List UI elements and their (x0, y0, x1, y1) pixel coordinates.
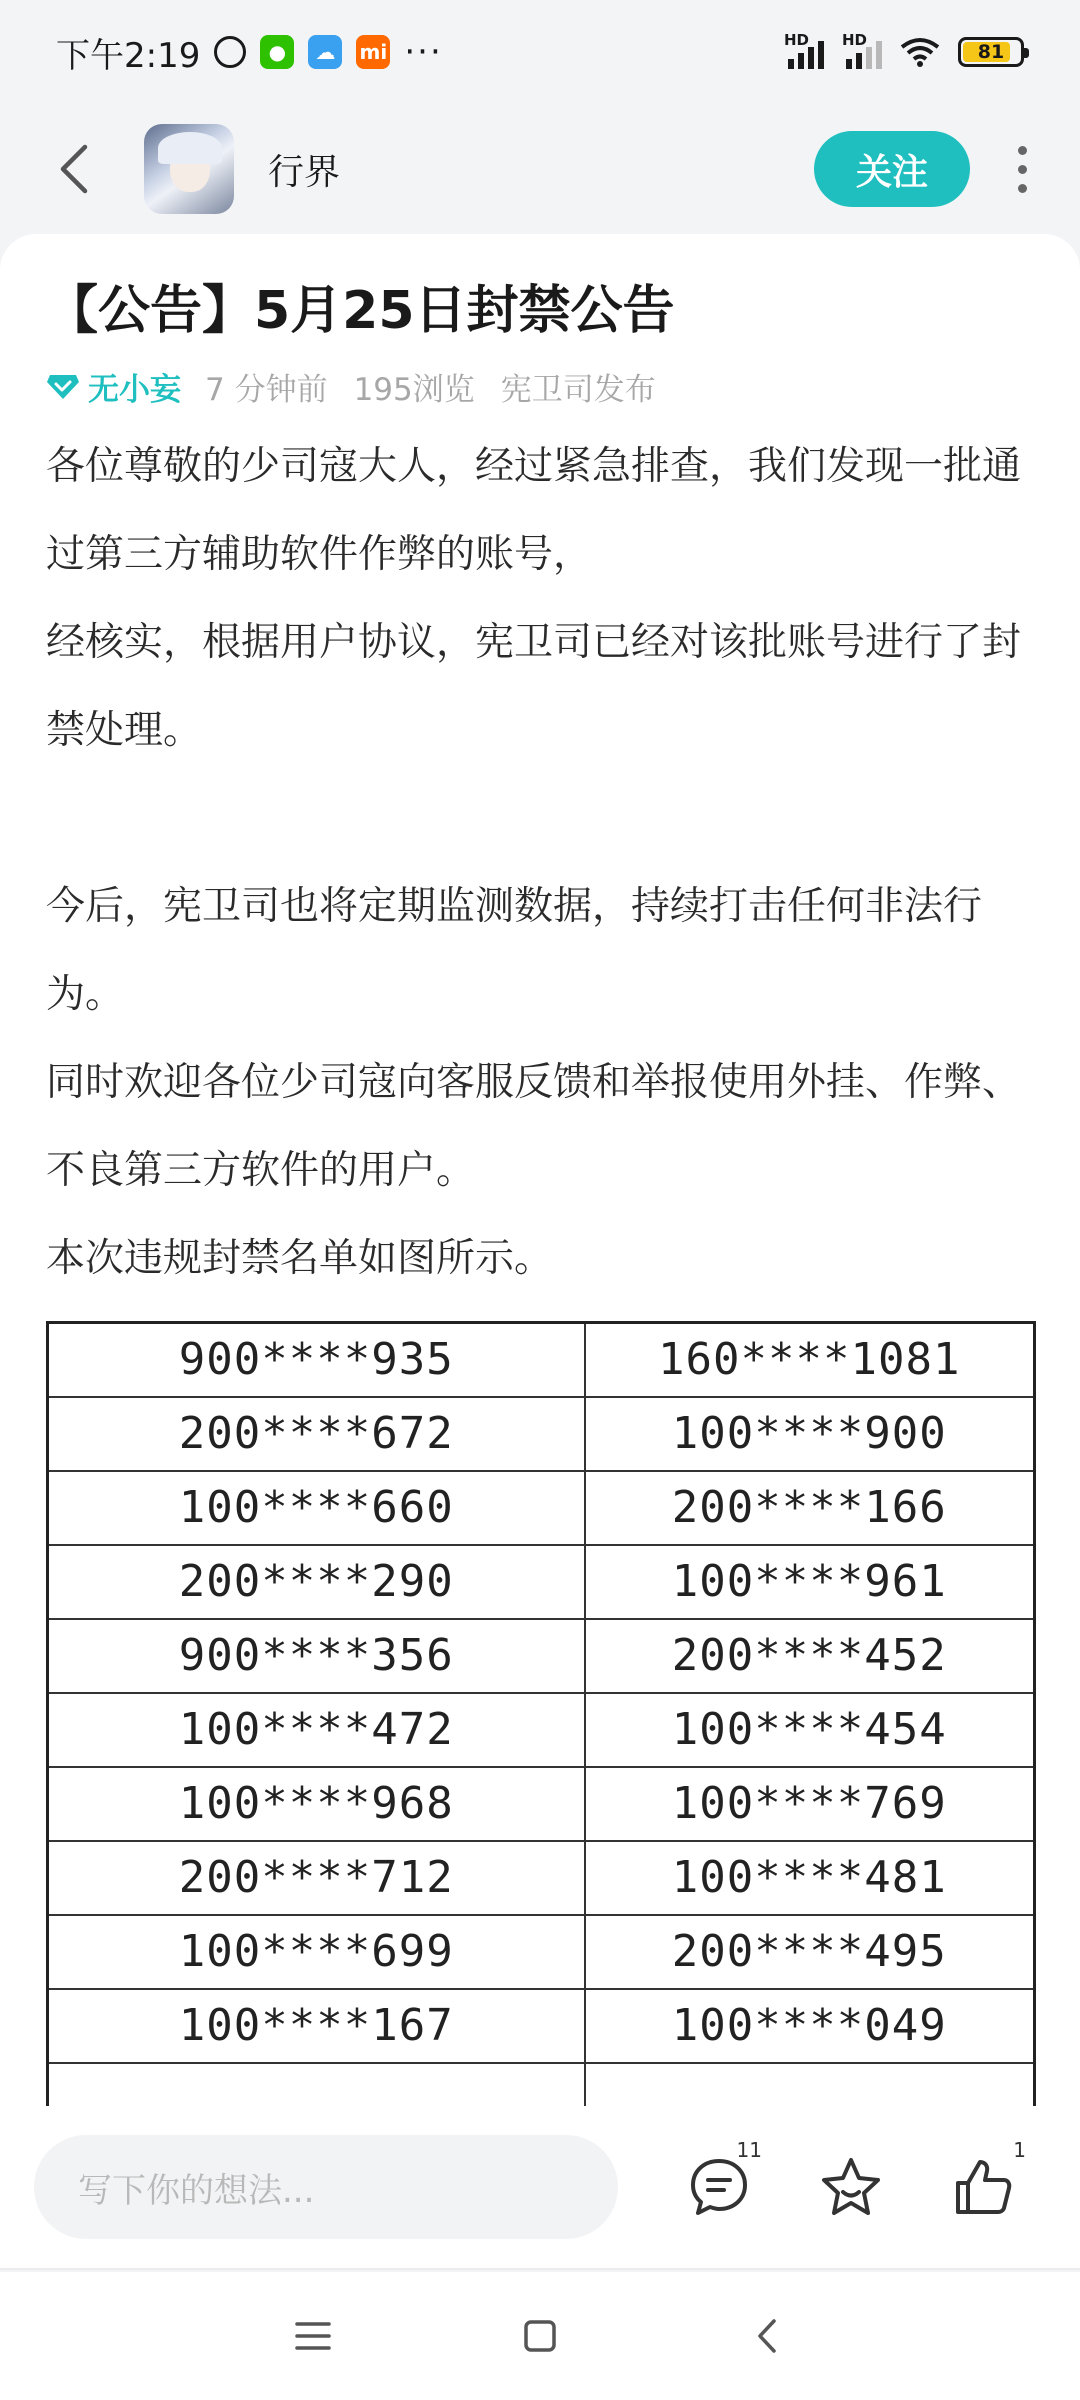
table-cell: 100****699 (48, 1915, 585, 1989)
table-cell: 200****452 (585, 1619, 1035, 1693)
like-count: 1 (1013, 2138, 1026, 2162)
chevron-left-icon (756, 2318, 778, 2354)
table-row (48, 1693, 1035, 1767)
table-cell: 100****472 (48, 1693, 585, 1767)
table-cell: 200****672 (48, 1397, 585, 1471)
comment-icon (688, 2156, 750, 2218)
follow-button[interactable]: 关注 (814, 131, 970, 207)
signal-icon: HD (784, 35, 824, 69)
view-count: 195浏览 (353, 372, 475, 408)
author-name[interactable]: 无小妄 (88, 372, 181, 408)
table-cell: 100****968 (48, 1767, 585, 1841)
status-time: 下午2:19 (56, 35, 201, 76)
table-row (48, 1397, 1035, 1471)
table-cell: 100****961 (585, 1545, 1035, 1619)
table-row (48, 1471, 1035, 1545)
paragraph: 同时欢迎各位少司寇向客服反馈和举报使用外挂、作弊、不良第三方软件的用户。 (46, 1060, 1022, 1193)
table-cell: 200****712 (48, 1841, 585, 1915)
channel-name[interactable]: 行界 (268, 151, 341, 193)
post-body (46, 423, 1034, 1303)
chevron-left-icon (59, 143, 89, 195)
table-cell: 100****049 (585, 1989, 1035, 2063)
wechat-icon: ● (260, 35, 294, 69)
post-time: 7 分钟前 (205, 372, 328, 408)
paragraph: 今后，宪卫司也将定期监测数据，持续打击任何非法行为。 (46, 884, 983, 1017)
comment-button[interactable] (684, 2138, 762, 2222)
like-button[interactable] (948, 2138, 1026, 2222)
paragraph: 经核实，根据用户协议，宪卫司已经对该批账号进行了封禁处理。 (46, 620, 1022, 753)
table-cell: 200****495 (585, 1915, 1035, 1989)
alarm-icon (214, 36, 246, 68)
table-row (48, 1545, 1035, 1619)
table-row (48, 1841, 1035, 1915)
battery-icon: 81 (958, 37, 1024, 67)
more-options-button[interactable] (1012, 139, 1032, 199)
table-cell: 100****900 (585, 1397, 1035, 1471)
table-cell: 100****769 (585, 1767, 1035, 1841)
table-row (48, 1989, 1035, 2063)
post-card (0, 234, 1080, 2234)
signal-icon-2: HD (842, 35, 882, 69)
table-row (48, 1323, 1035, 1397)
mi-icon: mi (356, 35, 390, 69)
wifi-icon (900, 37, 940, 67)
star-icon (819, 2156, 883, 2218)
verified-badge-icon (46, 373, 80, 401)
paragraph: 各位尊敬的少司寇大人，经过紧急排查，我们发现一批通过第三方辅助软件作弊的账号， (46, 444, 1022, 577)
table-cell: 900****935 (48, 1323, 585, 1397)
favorite-button[interactable] (816, 2152, 886, 2222)
back-button[interactable] (48, 139, 100, 199)
menu-icon (295, 2321, 331, 2351)
channel-avatar[interactable] (144, 124, 234, 214)
table-row (48, 1619, 1035, 1693)
table-cell: 160****1081 (585, 1323, 1035, 1397)
home-nav-button[interactable] (510, 2306, 570, 2366)
paragraph: 本次违规封禁名单如图所示。 (46, 1236, 554, 1281)
thumbs-up-icon (952, 2156, 1014, 2218)
table-cell: 100****660 (48, 1471, 585, 1545)
table-cell: 100****481 (585, 1841, 1035, 1915)
system-nav-bar (0, 2272, 1080, 2400)
table-row (48, 1915, 1035, 1989)
header (0, 104, 1080, 234)
publisher: 宪卫司发布 (500, 372, 656, 408)
status-bar (0, 0, 1080, 104)
table-cell: 200****166 (585, 1471, 1035, 1545)
back-nav-button[interactable] (737, 2306, 797, 2366)
post-meta (46, 364, 1034, 409)
table-cell: 200****290 (48, 1545, 585, 1619)
post-title: 【公告】5月25日封禁公告 (46, 281, 675, 341)
comment-bar (0, 2106, 1080, 2270)
ban-list-table[interactable] (46, 1321, 1036, 2138)
cloud-icon: ☁ (308, 35, 342, 69)
menu-nav-button[interactable] (283, 2306, 343, 2366)
more-notifications-icon: ··· (404, 32, 443, 72)
table-row (48, 1767, 1035, 1841)
table-cell: 100****167 (48, 1989, 585, 2063)
table-cell: 900****356 (48, 1619, 585, 1693)
table-cell: 100****454 (585, 1693, 1035, 1767)
comment-input[interactable]: 写下你的想法... (34, 2135, 618, 2239)
comment-count: 11 (736, 2138, 762, 2162)
home-square-icon (523, 2319, 557, 2353)
